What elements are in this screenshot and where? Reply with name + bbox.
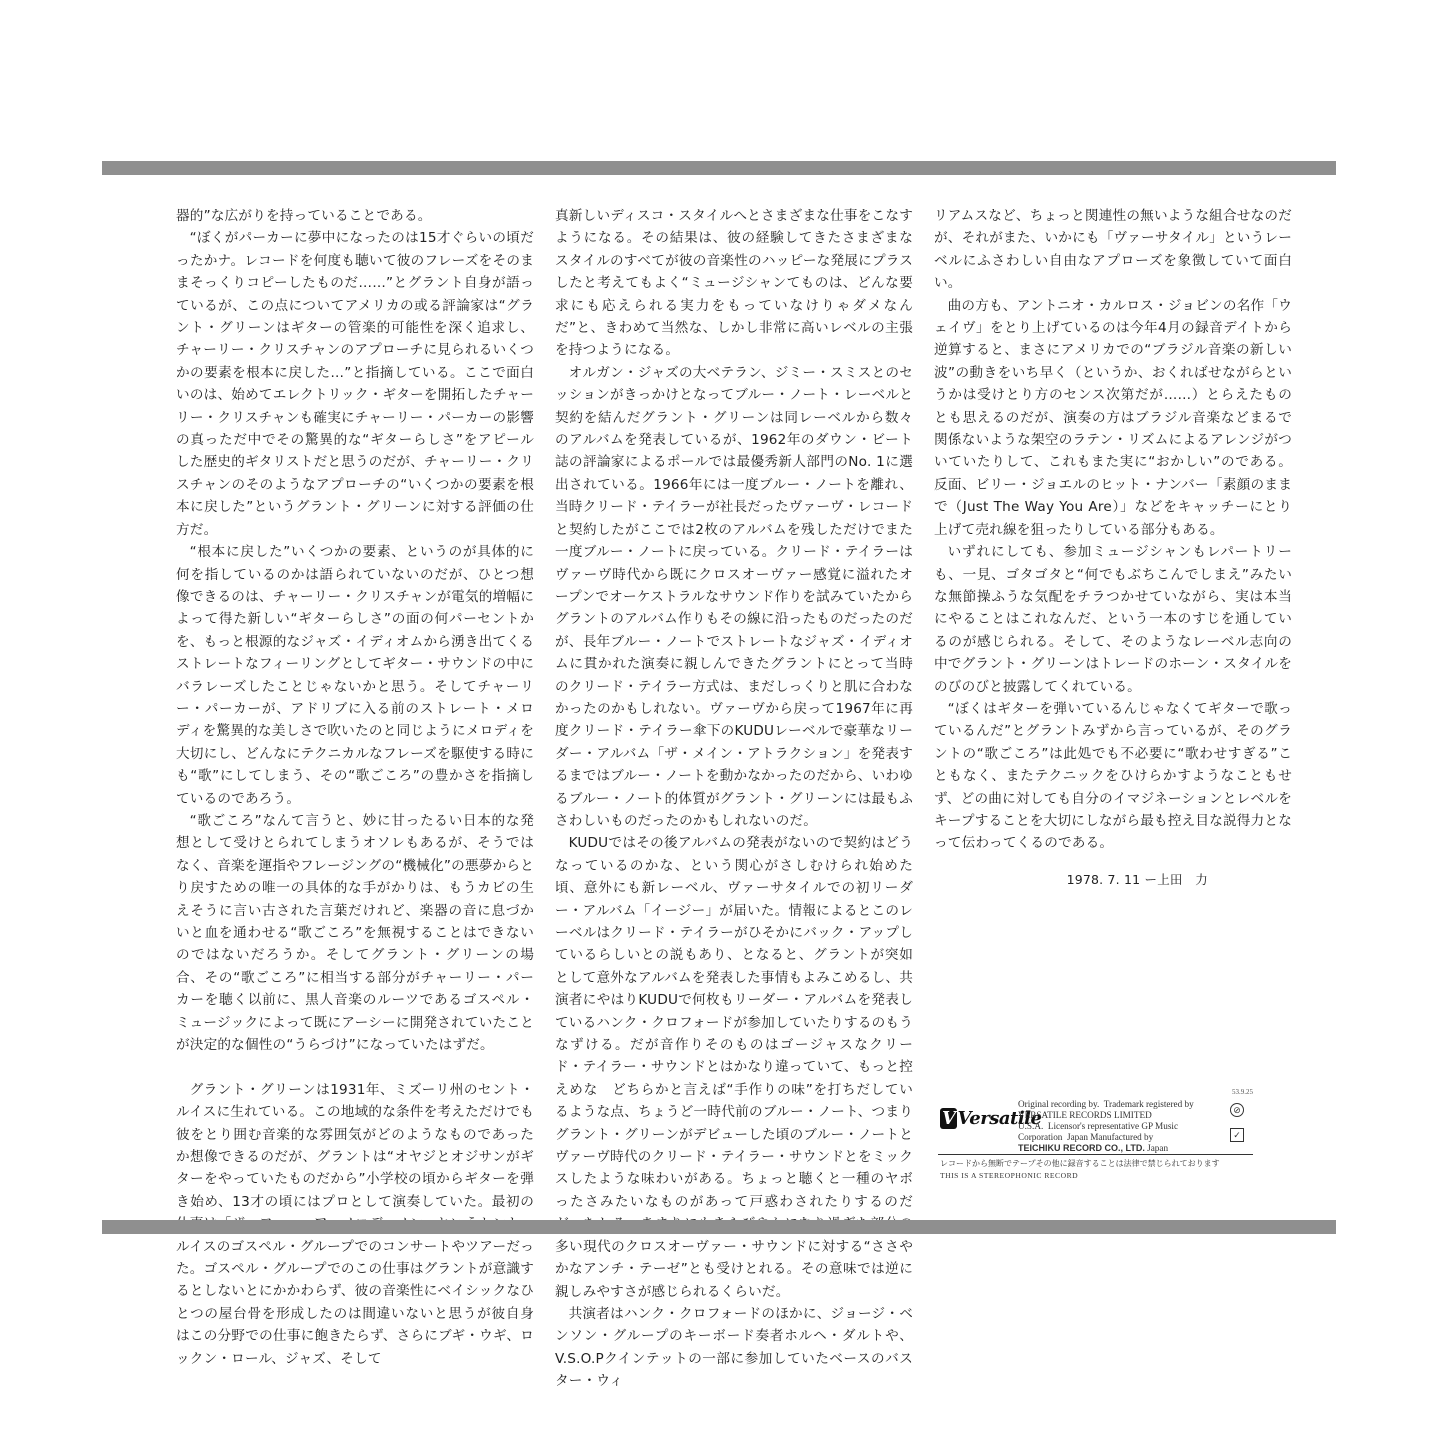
paragraph: “歌ごころ”なんて言うと、妙に甘ったるい日本的な発想として受けとられてしまうオソレもあるが、そうではなく、音楽を運指やフレージングの“機械化”の悪夢からとり戻すための唯一の具体的な手がかりは、もうカビの生えそうに言い古された言葉だけれど、楽器の音に息づかいと血を通わせる“歌ごころ”を無視することはできないのではないだろうか。そしてグラント・グリーンの場合、その“歌ごころ”に相当する部分がチャーリー・パーカーを聴く以前に、黒人音楽のルーツであるゴスペル・ミュージックによって既にアーシーに開発されていたことが決定的な個性の“うらづけ”になっていたはずだ。 [176,812,534,1054]
credit-line: Original recording by. Trademark registered by [1018,1099,1194,1109]
credit-line: U.S.A. Licensor's representative GP Music [1018,1121,1179,1131]
company-suffix: Japan [1144,1143,1169,1153]
company-name: TEICHIKU RECORD CO., LTD. [1018,1143,1145,1153]
copyright-warning: レコードから無断でテープその他に録音することは法律で禁じられております [940,1159,1220,1168]
paragraph: リアムスなど、ちょっと関連性の無いような組合せなのだが、それがまた、いかにも「ヴァーサタイル」というレーベルにふさわしい自由なアプローズを象徴していて面白い。 [934,208,1292,292]
credit-line: VERSATILE RECORDS LIMITED [1018,1110,1152,1120]
paragraph: オルガン・ジャズの大ベテラン、ジミー・スミスとのセッションがきっかけとなってブルー・ノート・レーベルと契約を結んだグラント・グリーンは同レーベルから数々のアルバムを発表しているが、1962年のダウン・ビート誌の評論家によるポールでは最優秀新人部門のNo. 1に選出されている。1966年には一度ブルー・ノートを離れ、当時クリード・テイラーが社長だったヴァーヴ・レコードと契約したがここでは2枚のアルバムを残しただけでまた一度ブルー・ノートに戻っている。クリード・テイラーはヴァーヴ時代から既にクロスオーヴァー感覚に溢れたオープンでオーケストラルなサウンド作りを試みていたからグラントのアルバム作りもその線に沿ったものだったのだが、長年ブルー・ノートでストレートなジャズ・イディオムに貫かれた演奏に親しんできたグラントにとって当時のクリード・テイラー方式は、まだしっくりと肌に合わなかったのかもしれない。ヴァーヴから戻って1967年に再度クリード・テイラー傘下のKUDUレーベルで豪華なリーダー・アルバム「ザ・メイン・アトラクション」を発表するまではブルー・ノートを動かなかったのだから、いわゆるブルー・ノート的体質がグラント・グリーンには最もふさわしいものだったのかもしれないのだ。 [555,364,913,829]
author-signature: 1978. 7. 11 ー上田 力 [1066,871,1208,887]
stereo-mark-icon: ⊘ [1230,1103,1244,1117]
logo-text: Versatile [957,1108,1042,1129]
paragraph: “ぼくがパーカーに夢中になったのは15才ぐらいの頃だったかナ。レコードを何度も聴いて彼のフレーズをそのままそっくりコピーしたものだ……”とグラント自身が語っているが、この点についてアメリカの或る評論家は“グラント・グリーンはギターの管楽的可能性を深く追求し、チャーリー・クリスチャンのアプローチに見られるいくつかの要素を根本に戻した…”と指摘している。ここで面白いのは、始めてエレクトリック・ギターを開拓したチャーリー・クリスチャンも確実にチャーリー・パーカーの影響の真っただ中でその驚異的な“ギターらしさ”をアピールした歴史的ギタリストだと思うのだが、チャーリー・クリスチャンのそのようなアプローチの“いくつかの要素を根本に戻した”というグラント・グリーンに対する評価の仕方だ。 [176,230,534,538]
text-column-3 [934,205,1292,891]
paragraph: KUDUではその後アルバムの発表がないので契約はどうなっているのかな、という関心がさしむけられ始めた頃、意外にも新レーベル、ヴァーサタイルでの初リーダー・アルバム「イージー」が届いた。情報によるとこのレーベルはクリード・テイラーがひそかにバック・アップしているらしいとの説もあり、となると、グラントが突如として意外なアルバムを発表した事情もよみこめるし、共演者にやはりKUDUで何枚もリーダー・アルバムを発表しているハンク・クロフォードが参加していたりするのもうなずける。だが音作りそのものはゴージャスなクリード・テイラー・サウンドとはかなり違っていて、もっと控えめな どちらかと言えば“手作りの味”を打ちだしているような点、ちょうど一時代前のブルー・ノート、つまりグラント・グリーンがデビューした頃のブルー・ノートとヴァーヴ時代のクリード・テイラー・サウンドとをミックスしたような味わいがある。ちょっと聴くと一種のヤボったさみたいなものがあって戸惑わされたりするのだ 多い現代のクロスオーヴァー・サウンドに対する“ささやかなアンチ・テーゼ”とも受けとれる。その意味では逆に親しみやすさが感じられるくらいだ。 [555,835,913,1300]
paragraph: 共演者はハンク・クロフォードのほかに、ジョージ・ベンソン・グループのキーボード奏者ホルヘ・ダルトや、V.S.O.Pクインテットの一部に参加していたベースのバスター・ウィ [555,1305,913,1390]
paragraph-gap [176,1056,534,1078]
paragraph: いずれにしても、参加ミュージシャンもレパートリーも、一見、ゴタゴタと“何でもぶちこんでしまえ”みたいな無節操ふうな気配をチラつかせていながら、実は本当にやることはこれなんだ、という一本のすじを通しているのが感じられる。そして、そのようなレーベル志向の中でグラント・グリーンはトレードのホーン・スタイルをのびのびと披露してくれている。 [934,544,1292,695]
top-rule-bar [102,161,1336,175]
paragraph: “ぼくはギターを弾いているんじゃなくてギターで歌っているんだ”とグラントみずから言っているが、そのグラントの“歌ごころ”は此処でも不必要に“歌わせすぎる”こともなく、またテクニックをひけらかすようなこともせず、どの曲に対しても自分のイマジネーションとレベルをキープすることを大切にしながら最も控え目な説得力となって伝わってくるのである。 [934,700,1292,852]
paragraph: グラント・グリーンは1931年、ミズーリ州のセント・ルイスに生れている。この地域的な条件を考えただけでも彼をとり囲む音楽的な雰囲気がどのようなものであったか想像できるのだが、グラントは“オヤジとオジサンがギターをやっていたものだから”小学校の頃からギターを弾き始め、13才の頃にはプロとして演奏していた。最初の ルイスのゴスペル・グループでのコンサートやツアーだった。ゴスペル・グループでのこの仕事はグラントが意識するとしないとにかかわらず、彼の音楽性にベイシックなひとつの屋台骨を形成したのは間違いないと思うが彼自身はこの分野での仕事に飽きたらず、さらにブギ・ウギ、ロックン・ロール、ジャズ、そして [176,1081,534,1367]
stereophonic-note: THIS IS A STEREOPHONIC RECORD [940,1171,1079,1180]
credits-text [1018,1099,1218,1154]
record-label-credits [938,1088,1253,1183]
text-column-2 [555,205,913,1393]
paragraph: 曲の方も、アントニオ・カルロス・ジョビンの名作「ウェイヴ」をとり上げているのは今年4月の録音デイトから逆算すると、まさにアメリカでの“ブラジル音楽の新しい波”の動きをいち早く（というか、おくればせながらというかは受けとり方のセンス次第だが……）とらえたものとも思えるのだが、演奏の方はブラジル音楽などまるで関係ないような架空のラテン・リズムによるアレンジがついていたりして、これもまた実に“おかしい”のである。反面、ビリー・ジョエルのヒット・ナンバー「素顔のままで（Just The Way You Are）」などをキャッチーにとり上げて売れ線を狙ったりしている部分もある。 [934,297,1292,538]
paragraph: 器的”な広がりを持っていることである。 [176,208,432,224]
text-column-1 [176,205,534,1370]
paragraph: 真新しいディスコ・スタイルへとさまざまな仕事をこなすようになる。その結果は、彼の経験してきたさまざまなスタイルのすべてが彼の音楽性のハッピーな発展にプラスしたと考えてもよく“ミュージシャンてものは、どんな要求にも応えられる実力をもっていなけりゃダメなんだ”と、きわめて当然な、しかし非常に高いレベルの主張を持つようになる。 [555,208,913,359]
logo-mark-icon: V [942,1108,956,1129]
check-mark-icon: ✓ [1230,1128,1244,1142]
bottom-rule-bar [102,1220,1336,1234]
credits-divider [938,1154,1253,1155]
paragraph: “根本に戻した”いくつかの要素、というのが具体的に何を指しているのかは語られていないのだが、ひとつ想像できるのは、チャーリー・クリスチャンが電気的増幅によって得た新しい“ギターらしさ”の面の何パーセントかを、もっと根源的なジャズ・イディオムから湧き出てくるストレートなフィーリングとしてギター・サウンドの中にバラレーズしたことじゃないかと思う。そしてチャーリー・パーカーが、アドリブに入る前のストレート・メロディを驚異的な美しさで吹いたのと同じようにメロディを大切にし、どんなにテクニカルなフレーズを駆使する時にも“歌”にしてしまう、その“歌ごころ”の豊かさを指摘しているのであろう。 [176,544,534,807]
catalog-date: 53.9.25 [1232,1088,1253,1096]
credit-line: Corporation Japan Manufactured by [1018,1132,1154,1142]
